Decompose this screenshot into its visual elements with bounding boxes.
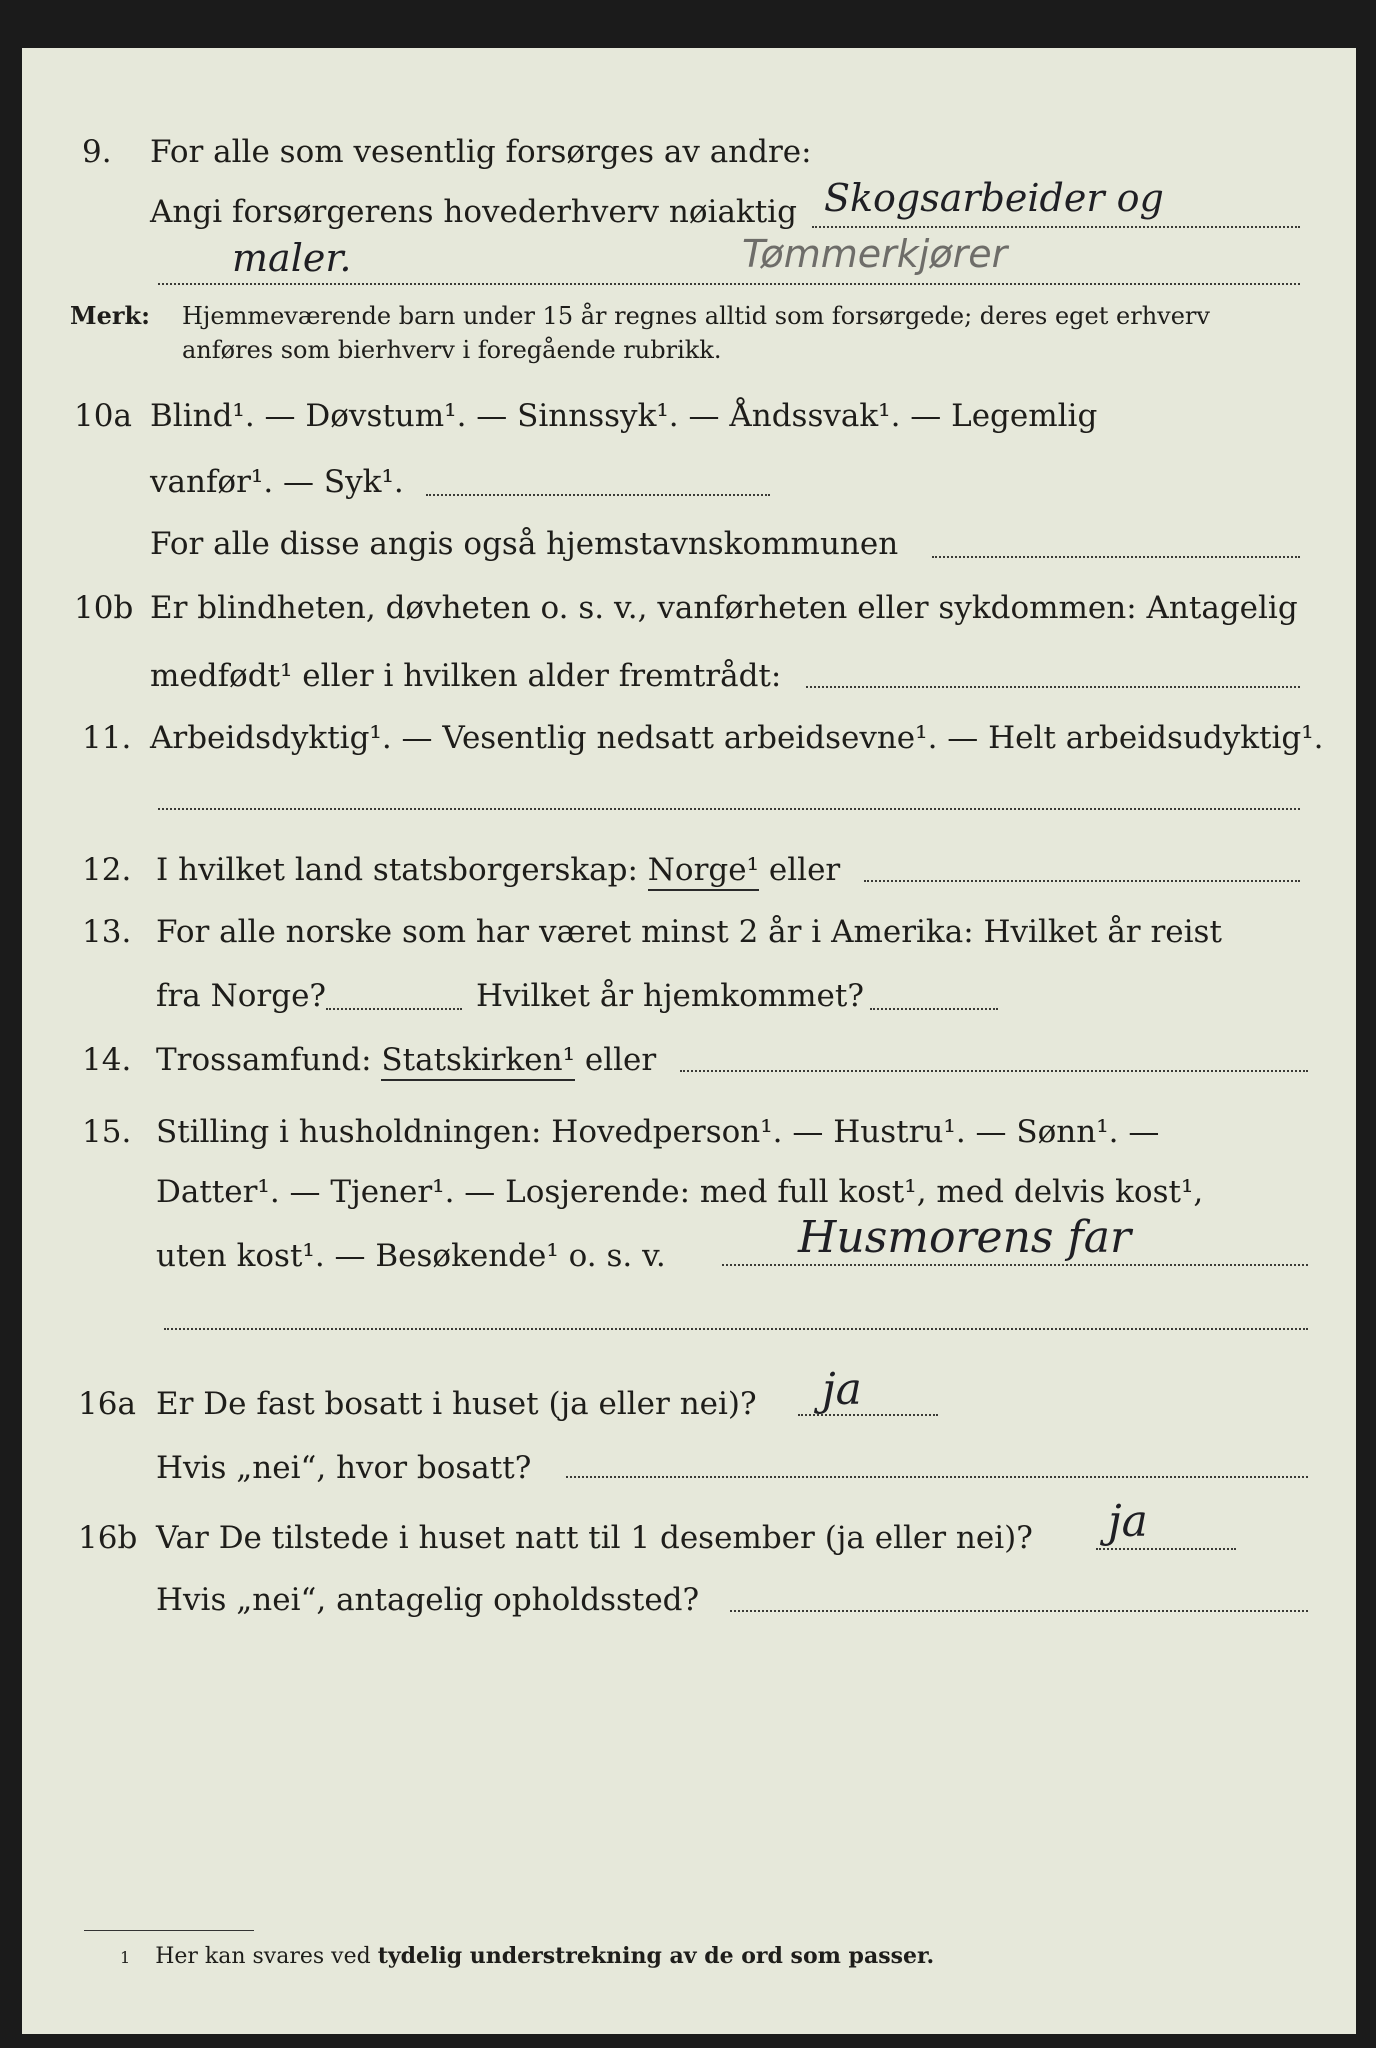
q15-number: 15. <box>82 1114 132 1150</box>
q15-text-line3: uten kost¹. — Besøkende¹ o. s. v. <box>156 1238 666 1274</box>
q16a-text-line1: Er De fast bosatt i huset (ja eller nei)? <box>156 1386 757 1422</box>
q9-answer-line2[interactable] <box>158 283 1300 285</box>
q9-handwritten-answer-1: Skogsarbeider og <box>824 176 1164 220</box>
q9-handwritten-answer-2: maler. <box>232 236 352 280</box>
q13-text-line2a: fra Norge? <box>156 978 327 1014</box>
q16b-answer-line2[interactable] <box>730 1610 1308 1612</box>
q13-answer-left[interactable] <box>326 1008 462 1010</box>
q10b-text-line2: medfødt¹ eller i hvilken alder fremtrådt: <box>150 658 782 694</box>
q12-answer-line[interactable] <box>864 880 1300 882</box>
footnote-text-plain: Her kan svares ved <box>155 1944 371 1969</box>
merk-label: Merk: <box>70 301 150 330</box>
footnote-rule <box>84 1930 254 1931</box>
q16a-text-line2: Hvis „nei“, hvor bosatt? <box>156 1450 532 1486</box>
merk-text-line1: Hjemmeværende barn under 15 år regnes alltid som forsørgede; deres eget erhverv <box>182 302 1210 330</box>
footnote <box>120 1943 934 1969</box>
q14-text <box>156 1040 656 1080</box>
q10a-text-line2: vanfør¹. — Syk¹. <box>150 464 404 500</box>
q13-number: 13. <box>82 914 132 950</box>
merk-text-line2: anføres som bierhverv i foregående rubrikk. <box>182 336 722 364</box>
q12-norge-option[interactable]: Norge¹ <box>648 852 759 891</box>
q14-number: 14. <box>82 1042 132 1078</box>
q11-number: 11. <box>82 720 132 756</box>
q10a-text-line1: Blind¹. — Døvstum¹. — Sinnssyk¹. — Åndssvak¹. — Legemlig <box>150 398 1098 434</box>
q14-prefix: Trossamfund: <box>156 1042 372 1078</box>
q15-answer-line1[interactable] <box>722 1264 1308 1266</box>
q10b-answer-line[interactable] <box>806 686 1300 688</box>
q16a-handwritten-answer: ja <box>822 1364 862 1415</box>
q13-answer-right[interactable] <box>870 1008 998 1010</box>
q16b-text-line1: Var De tilstede i huset natt til 1 desember (ja eller nei)? <box>156 1520 1033 1556</box>
q11-answer-line[interactable] <box>158 808 1300 810</box>
q9-text-line1: For alle som vesentlig forsørges av andre: <box>150 134 812 170</box>
q16b-text-line2: Hvis „nei“, antagelig opholdssted? <box>156 1582 700 1618</box>
q15-handwritten-answer: Husmorens far <box>798 1212 1132 1263</box>
footnote-text-bold: tydelig understrekning av de ord som passer. <box>377 1943 935 1969</box>
q12-text <box>156 850 840 890</box>
q16a-answer-line1[interactable] <box>798 1414 938 1416</box>
q10a-answer-line-syk[interactable] <box>426 494 770 496</box>
q13-text-line1: For alle norske som har været minst 2 år i Amerika: Hvilket år reist <box>156 914 1222 950</box>
census-form-page <box>22 48 1356 2034</box>
q16b-handwritten-answer: ja <box>1108 1496 1148 1547</box>
q16b-number: 16b <box>78 1520 138 1556</box>
q9-answer-line1[interactable] <box>812 226 1300 228</box>
q9-text-line2: Angi forsørgerens hovederhverv nøiaktig <box>150 194 797 230</box>
q12-suffix: eller <box>768 852 841 888</box>
q10a-answer-line-kommune[interactable] <box>932 556 1300 558</box>
q14-statskirken-option[interactable]: Statskirken¹ <box>381 1042 575 1081</box>
q14-suffix: eller <box>584 1042 657 1078</box>
footnote-mark: 1 <box>120 1948 131 1967</box>
q14-answer-line[interactable] <box>680 1070 1308 1072</box>
q10a-number: 10a <box>74 398 132 434</box>
q11-text-line1: Arbeidsdyktig¹. — Vesentlig nedsatt arbeidsevne¹. — Helt arbeidsudyktig¹. <box>150 720 1324 756</box>
q12-prefix: I hvilket land statsborgerskap: <box>156 852 638 888</box>
q15-text-line1: Stilling i husholdningen: Hovedperson¹. — Hustru¹. — Sønn¹. — <box>156 1114 1160 1150</box>
q15-answer-line2[interactable] <box>164 1328 1308 1330</box>
q13-text-line2b: Hvilket år hjemkommet? <box>476 978 864 1014</box>
q10b-text-line1: Er blindheten, døvheten o. s. v., vanførheten eller sykdommen: Antagelig <box>150 590 1298 626</box>
q10a-text-line3: For alle disse angis også hjemstavnskommunen <box>150 526 899 562</box>
q9-number: 9. <box>82 134 112 170</box>
q10b-number: 10b <box>74 590 134 626</box>
q16a-number: 16a <box>78 1386 136 1422</box>
q16a-answer-line2[interactable] <box>566 1476 1308 1478</box>
q16b-answer-line1[interactable] <box>1096 1548 1236 1550</box>
q15-text-line2: Datter¹. — Tjener¹. — Losjerende: med full kost¹, med delvis kost¹, <box>156 1174 1204 1210</box>
q12-number: 12. <box>82 852 132 888</box>
q9-pencil-annotation: Tømmerkjører <box>742 232 1008 276</box>
